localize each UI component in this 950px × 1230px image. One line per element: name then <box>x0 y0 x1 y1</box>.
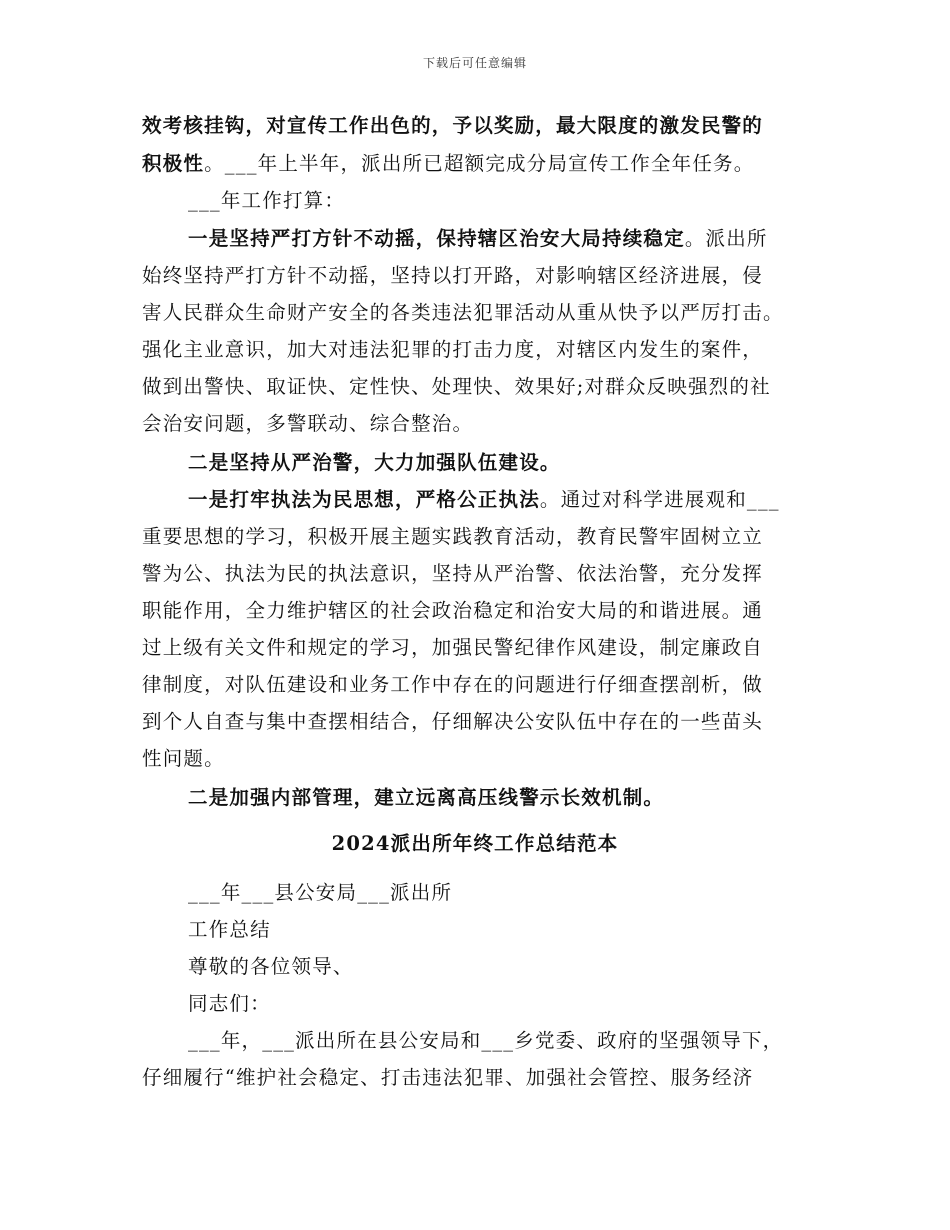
document-title: 2024派出所年终工作总结范本 <box>331 832 619 855</box>
paragraph-line: 做到出警快、取证快、定性快、处理快、效果好;对群众反映强烈的社 <box>142 375 771 398</box>
paragraph-line: 职能作用，全力维护辖区的社会政治稳定和治安大局的和谐进展。通 <box>142 599 764 622</box>
paragraph-line: ___年___县公安局___派出所 <box>188 881 453 904</box>
paragraph-line: 强化主业意识，加大对违法犯罪的打击力度，对辖区内发生的案件， <box>142 338 764 361</box>
paragraph-line: 律制度，对队伍建设和业务工作中存在的问题进行仔细查摆剖析，做 <box>142 673 764 696</box>
text-run: 。通过对科学进展观和___ <box>539 488 780 511</box>
paragraph-line: 效考核挂钩，对宣传工作出色的，予以奖励，最大限度的激发民警的 <box>142 114 764 137</box>
text-run: 。派出所 <box>684 227 768 250</box>
bold-phrase: 积极性 <box>142 152 205 175</box>
paragraph-line: ___年工作打算： <box>188 189 346 212</box>
paragraph-line: 害人民群众生命财产安全的各类违法犯罪活动从重从快予以严厉打击。 <box>142 301 784 324</box>
paragraph-line: 警为公、执法为民的执法意识，坚持从严治警、依法治警，充分发挥 <box>142 562 764 585</box>
text-run: 。___年上半年，派出所已超额完成分局宣传工作全年任务。 <box>204 152 755 175</box>
paragraph-line: 重要思想的学习，积极开展主题实践教育活动，教育民警牢固树立立 <box>142 525 764 548</box>
page-header-note: 下载后可任意编辑 <box>422 56 527 70</box>
paragraph-line: ___年，___派出所在县公安局和___乡党委、政府的坚强领导下， <box>188 1029 784 1052</box>
paragraph-line: 性问题。 <box>142 747 225 770</box>
paragraph-line: 同志们： <box>188 992 271 1015</box>
paragraph-line <box>142 151 832 177</box>
paragraph-line: 仔细履行“维护社会稳定、打击违法犯罪、加强社会管控、服务经济 <box>142 1066 754 1089</box>
paragraph-line: 过上级有关文件和规定的学习，加强民警纪律作风建设，制定廉政自 <box>142 636 764 659</box>
paragraph-line: 到个人自查与集中查摆相结合，仔细解决公安队伍中存在的一些苗头 <box>142 710 764 733</box>
section-heading: 二是加强内部管理，建立远离高压线警示长效机制。 <box>188 786 665 809</box>
paragraph-line: 会治安问题，多警联动、综合整治。 <box>142 412 474 435</box>
paragraph-line: 始终坚持严打方针不动摇，坚持以打开路，对影响辖区经济进展，侵 <box>142 264 764 287</box>
bold-phrase: 一是打牢执法为民思想，严格公正执法 <box>188 488 540 511</box>
paragraph-line <box>188 487 878 513</box>
paragraph-line: 尊敬的各位领导、 <box>188 955 354 978</box>
bold-phrase: 一是坚持严打方针不动摇，保持辖区治安大局持续稳定 <box>188 227 685 250</box>
paragraph-line <box>188 226 878 252</box>
paragraph-line: 工作总结 <box>188 918 271 941</box>
section-heading: 二是坚持从严治警，大力加强队伍建设。 <box>188 451 561 474</box>
